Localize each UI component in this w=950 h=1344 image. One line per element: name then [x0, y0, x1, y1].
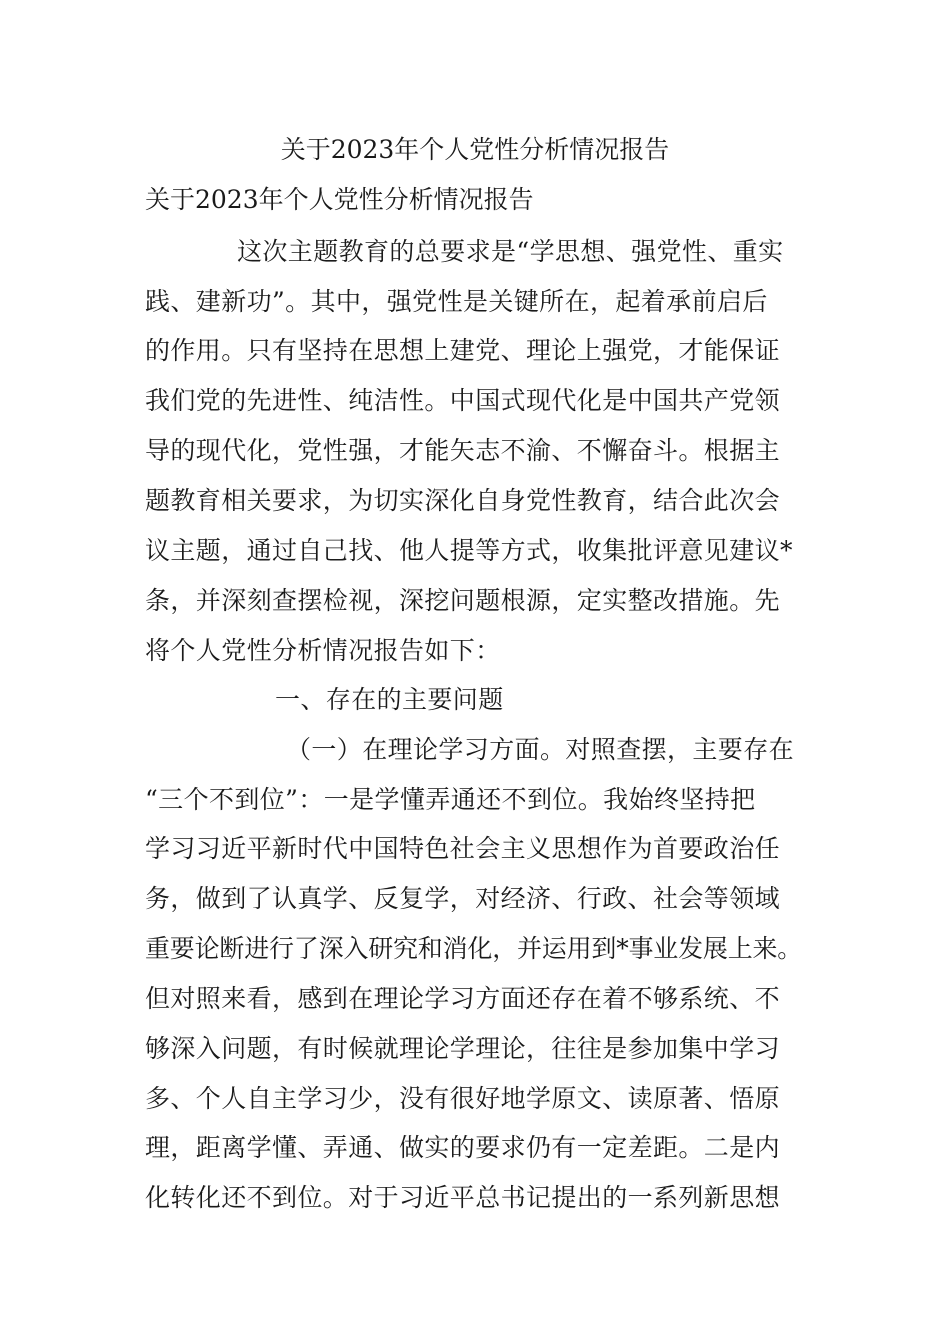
document-title: 关于2023年个人党性分析情况报告 [280, 135, 670, 164]
paragraph-line: 多、个人自主学习少，没有很好地学原文、读原著、悟原 [145, 1084, 781, 1113]
section-heading: 一、存在的主要问题 [275, 685, 504, 714]
paragraph-line: 践、建新功”。其中，强党性是关键所在，起着承前启后 [145, 287, 768, 316]
paragraph-line: 题教育相关要求，为切实深化自身党性教育，结合此次会 [145, 486, 781, 515]
paragraph-line: （一）在理论学习方面。对照查摆，主要存在 [286, 735, 795, 764]
paragraph-line: 条，并深刻查摆检视，深挖问题根源，定实整改措施。先 [145, 586, 781, 615]
paragraph-line: 够深入问题，有时候就理论学理论，往往是参加集中学习 [145, 1034, 781, 1063]
paragraph-line: 重要论断进行了深入研究和消化，并运用到*事业发展上来。 [145, 934, 803, 963]
paragraph-line: 将个人党性分析情况报告如下： [145, 636, 501, 665]
paragraph-line: 学习习近平新时代中国特色社会主义思想作为首要政治任 [145, 834, 781, 863]
paragraph-line: “三个不到位”：一是学懂弄通还不到位。我始终坚持把 [145, 785, 756, 814]
paragraph-line: 务，做到了认真学、反复学，对经济、行政、社会等领域 [145, 884, 781, 913]
document-subtitle: 关于2023年个人党性分析情况报告 [145, 185, 534, 214]
paragraph-line: 我们党的先进性、纯洁性。中国式现代化是中国共产党领 [145, 386, 781, 415]
paragraph-line: 理，距离学懂、弄通、做实的要求仍有一定差距。二是内 [145, 1133, 781, 1162]
paragraph-line: 导的现代化，党性强，才能矢志不渝、不懈奋斗。根据主 [145, 436, 781, 465]
paragraph-line: 化转化还不到位。对于习近平总书记提出的一系列新思想 [145, 1183, 781, 1212]
paragraph-line: 这次主题教育的总要求是“学思想、强党性、重实 [237, 237, 784, 266]
paragraph-line: 议主题，通过自己找、他人提等方式，收集批评意见建议* [145, 536, 793, 565]
paragraph-line: 的作用。只有坚持在思想上建党、理论上强党，才能保证 [145, 336, 781, 365]
paragraph-line: 但对照来看，感到在理论学习方面还存在着不够系统、不 [145, 984, 781, 1013]
